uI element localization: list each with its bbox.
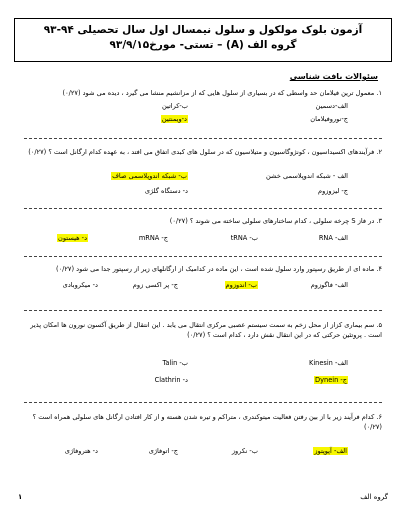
question-5-option-a: الف- Kinesin [309, 359, 348, 367]
question-6-option-b: ب- نکروز [231, 447, 258, 455]
section-title: سئوالات بافت شناسی [289, 72, 378, 81]
question-3-option-b: ب- tRNA [230, 234, 258, 242]
question-3-text: ۳. در فاز S چرخه سلولی ، کدام ساختارهای سلولی ساخته می شوند ؟ (۰/۲۷) [169, 217, 382, 225]
question-5-option-b: ب- Talin [162, 359, 188, 367]
separator [24, 208, 382, 209]
question-6-text: ۶. کدام فرآیند زیر با از بین رفتن فعالیت میتوکندری ، متراکم و تیره شدن هسته و از کار افتادن ارگانل های سلولی همراه است ؟ (۰/۲۷) [32, 413, 382, 431]
exam-title: آزمون بلوک مولکول و سلول نیمسال اول سال تحصیلی ۹۴-۹۳ [43, 24, 363, 36]
question-6 [24, 412, 382, 432]
question-4-option-b [225, 281, 258, 289]
highlighted-answer: الف- آپوپتوز [314, 447, 347, 455]
question-3-option-d [57, 234, 88, 242]
highlighted-answer: د- هیستون [58, 234, 87, 242]
separator [24, 310, 382, 311]
question-1-option-d [161, 115, 188, 123]
question-1-text: ۱. معمول ترین فیلامان حد واسطی که در بسیاری از سلول هایی که از مزانشیم منشا می گیرد ، دیده می شود (۰/۲۷) [62, 89, 382, 97]
separator [24, 402, 382, 403]
separator [24, 138, 382, 139]
question-2 [24, 147, 382, 157]
question-5-text: ۵. سم بیماری کزاز از محل زخم به سمت سیستم عصبی مرکزی انتقال می یابد . این انتقال از طریق آکسون نورون ها امکان پذیر است . پروتئین حرکتی که در این انتقال نقش دارد ، کدام است ؟ (۰/۲۷) [30, 321, 382, 339]
highlighted-answer: ب- شبکه اندوپلاسمی صاف [112, 172, 187, 180]
question-6-option-c: ج- اتوفاژی [148, 447, 178, 455]
highlighted-answer: د-ویمنتین [161, 115, 187, 123]
group-label: گروه الف [360, 493, 388, 501]
question-5-option-c [314, 376, 348, 384]
question-1-option-a: الف-دسمین [315, 102, 348, 110]
question-2-option-d: د- دستگاه گلژی [144, 187, 188, 195]
question-3-option-a: الف- RNA [318, 234, 348, 242]
question-6-option-a [313, 447, 348, 455]
exam-subtitle: گروه الف (A) – تستی- مورخ۹۳/۹/۱۵ [109, 39, 297, 51]
page-number: ۱ [18, 493, 23, 501]
question-5 [24, 320, 382, 340]
question-2-option-c: ج- لیزوزوم [317, 187, 348, 195]
question-1 [24, 88, 382, 98]
question-4-option-d: د- میکروبادی [62, 281, 98, 289]
highlighted-answer: ب- اندوزوم [225, 281, 257, 289]
question-3 [24, 216, 382, 226]
question-6-option-d: د- هتروفاژی [64, 447, 98, 455]
question-4-option-a: الف- فاگوزوم [310, 281, 348, 289]
exam-header-box [14, 18, 392, 62]
question-3-option-c: ج- mRNA [138, 234, 168, 242]
question-4-option-c: ج- پر اکسی زوم [132, 281, 178, 289]
question-2-option-a: الف - شبکه اندوپلاسمی خشن [265, 172, 348, 180]
question-1-option-b: ب-کراتین [161, 102, 188, 110]
exam-page [6, 6, 398, 521]
question-4-text: ۴. ماده ای از طریق رسپتور وارد سلول شده است ، این ماده در کدامیک از ارگانلهای زیر از رسپتور جدا می شود (۰/۲۷) [56, 265, 382, 273]
question-4 [24, 264, 382, 274]
highlighted-answer: ج- Dynein [315, 376, 347, 384]
separator [24, 256, 382, 257]
question-2-text: ۲. فرآیندهای اکسیداسیون ، کونژوگاسیون و متیلاسیون که در سلول های کبدی اتفاق می افتد ، به عهده کدام ارگانل است ؟ (۰/۲۷) [28, 148, 382, 156]
question-2-option-b [111, 172, 188, 180]
question-5-option-d: د- Clathrin [154, 376, 188, 384]
question-1-option-c: ج-نوروفیلامان [310, 115, 348, 123]
